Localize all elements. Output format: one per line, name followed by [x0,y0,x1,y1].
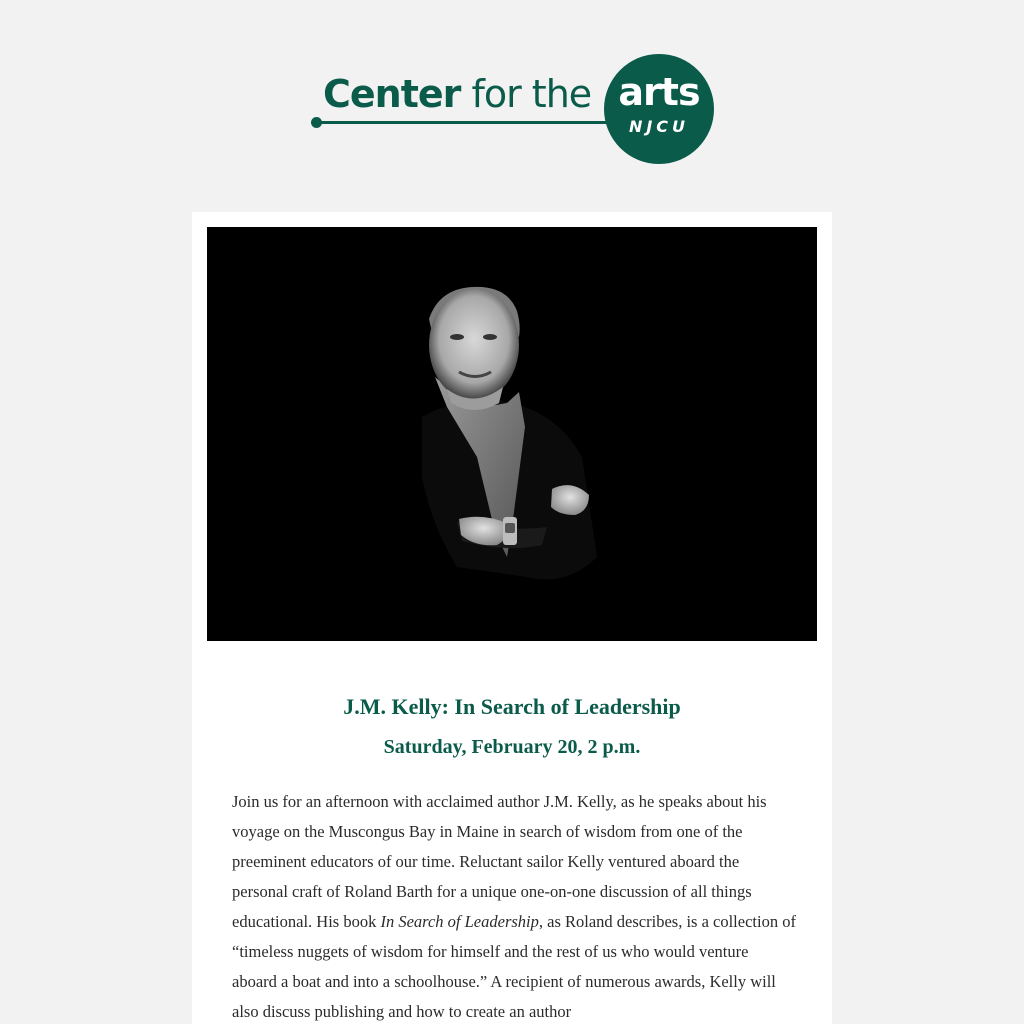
logo-wordmark [323,74,591,114]
content-card [192,212,832,1024]
book-title: In Search of Leadership [380,912,539,931]
event-description-part1: Join us for an afternoon with acclaimed author J.M. Kelly, as he speaks about his voyage on the Muscongus Bay in Maine in search of wisdom from one of the preeminent educators of our time. Reluctant sailor Kelly ventured aboard the personal craft of Roland Barth for a unique one-on-one discussion of all things educational. His book [232,792,767,931]
logo-underline [316,121,616,124]
portrait-photo [207,227,817,641]
event-date: Saturday, February 20, 2 p.m. [383,736,641,758]
event-title: J.M. Kelly: In Search of Leadership [343,694,681,719]
center-for-the-arts-logo[interactable] [308,52,716,166]
event-description-part2: , as Roland describes, is a collection of “timeless nuggets of wisdom for himself and the rest of us who would venture aboard a boat and into a schoolhouse.” A recipient of numerous awards, Kelly will also discuss publishing and how to create an author [232,912,796,1021]
logo-word-center: Center [323,72,461,116]
logo-word-arts: arts [618,70,700,114]
logo-word-njcu: NJCU [628,117,690,136]
logo-word-for-the: for the [460,72,592,116]
logo-circle-badge [604,54,714,164]
hero-portrait-image[interactable] [207,227,817,641]
event-description [232,787,797,1024]
email-header [0,0,1024,212]
